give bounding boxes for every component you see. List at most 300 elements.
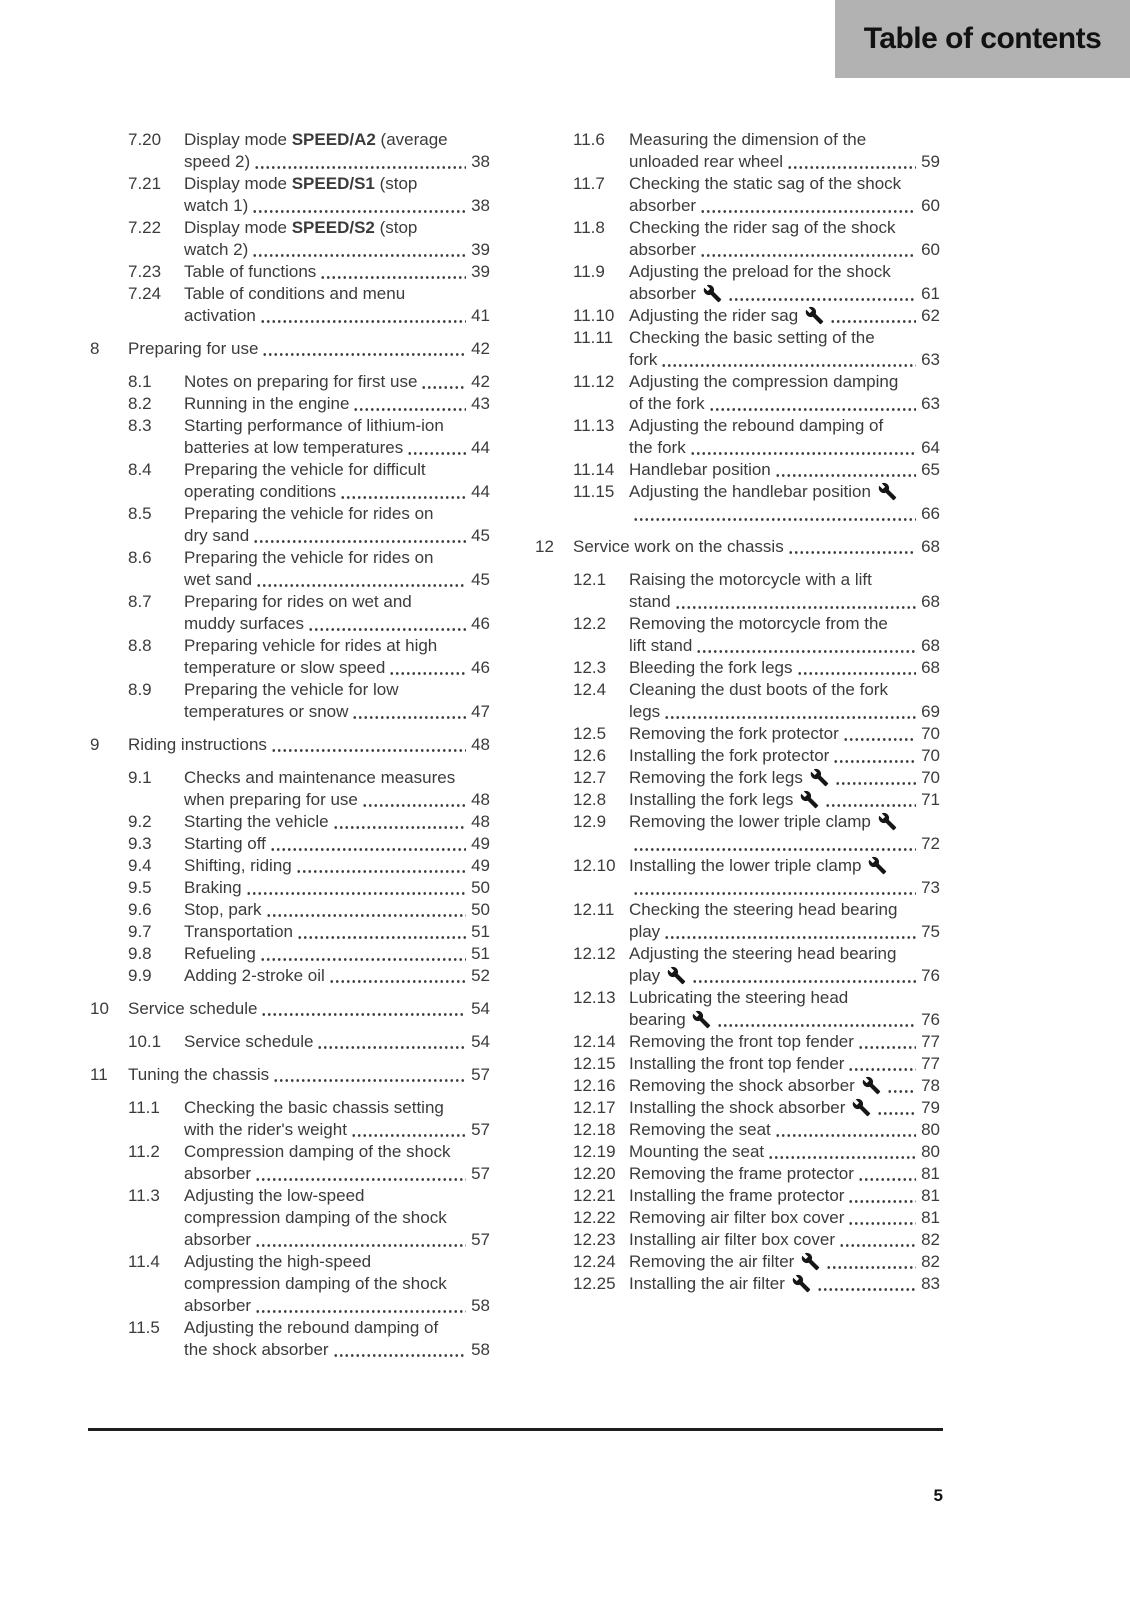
toc-entry-title: speed 2) (184, 152, 251, 171)
dot-leader (252, 209, 466, 214)
toc-entry-number: 7.22 (128, 218, 162, 237)
toc-entry-title: Installing the fork protector (629, 746, 830, 765)
toc-entry-title: Adjusting the rider sag (629, 305, 826, 327)
toc-entry-title: Removing the seat (629, 1120, 771, 1139)
toc-entry-title: Checking the basic setting of the (629, 328, 875, 347)
dot-leader (353, 407, 466, 412)
toc-entry-number: 11.2 (128, 1142, 160, 1161)
toc-entry-number: 12.9 (573, 812, 607, 831)
toc-entry-number: 11.14 (573, 460, 615, 479)
toc-entry-number: 8.6 (128, 548, 152, 567)
dot-leader (260, 319, 466, 324)
toc-entry[interactable] (535, 1119, 940, 1141)
toc-entry[interactable] (535, 1207, 940, 1229)
toc-entry-page: 47 (471, 702, 490, 721)
toc-entry[interactable] (90, 591, 490, 635)
dot-leader (633, 517, 916, 522)
toc-entry-page: 69 (921, 702, 940, 721)
toc-entry-page: 48 (471, 790, 490, 809)
toc-entry-body (184, 921, 490, 943)
dot-leader (253, 539, 466, 544)
dot-leader (775, 473, 916, 478)
toc-entry[interactable] (535, 855, 940, 899)
toc-entry-title: dry sand (184, 526, 250, 545)
toc-entry-body (629, 305, 940, 327)
dot-leader (788, 550, 916, 555)
toc-entry-body (184, 217, 490, 261)
toc-entry-page: 52 (471, 966, 490, 985)
toc-entry[interactable] (535, 305, 940, 327)
dot-leader (787, 165, 916, 170)
toc-entry-title: Checking the basic chassis setting (184, 1098, 444, 1117)
toc-entry-page: 68 (921, 537, 940, 556)
toc-entry[interactable] (535, 327, 940, 371)
toc-entry[interactable] (535, 261, 940, 305)
toc-entry[interactable] (535, 899, 940, 943)
toc-entry[interactable] (535, 173, 940, 217)
dot-leader (675, 605, 916, 610)
dot-leader (797, 671, 917, 676)
toc-entry-number: 11.1 (128, 1098, 160, 1117)
toc-entry[interactable] (90, 635, 490, 679)
toc-entry-body (629, 1053, 940, 1075)
toc-entry-title: Adjusting the handlebar position (629, 482, 899, 501)
toc-entry-number: 11.12 (573, 372, 615, 391)
toc-entry-title: Installing air filter box cover (629, 1230, 835, 1249)
toc-entry[interactable] (90, 734, 490, 756)
page-number: 5 (933, 1486, 943, 1505)
toc-entry[interactable] (535, 1251, 940, 1273)
toc-entry-number: 9.7 (128, 922, 152, 941)
toc-entry-number: 12.24 (573, 1252, 616, 1271)
toc-entry-title: Installing the air filter (629, 1273, 813, 1295)
toc-entry-body (184, 371, 490, 393)
toc-entry-body (184, 173, 490, 217)
toc-entry[interactable] (535, 481, 940, 525)
toc-entry[interactable] (90, 393, 490, 415)
toc-entry-number: 12.21 (573, 1186, 616, 1205)
toc-entry-page: 57 (471, 1164, 490, 1183)
toc-entry-title: Running in the engine (184, 394, 350, 413)
toc-entry[interactable] (535, 745, 940, 767)
toc-entry-body (629, 789, 940, 811)
toc-entry-number: 9.8 (128, 944, 152, 963)
toc-entry[interactable] (90, 1031, 490, 1053)
toc-entry-title: Removing air filter box cover (629, 1208, 845, 1227)
toc-entry-body (184, 943, 490, 965)
toc-entry-body (629, 679, 940, 723)
toc-entry[interactable] (90, 899, 490, 921)
toc-entry-body (629, 569, 940, 613)
toc-entry-page: 83 (921, 1274, 940, 1293)
toc-entry-body (184, 415, 490, 459)
toc-entry-page: 76 (921, 1010, 940, 1029)
toc-entry-body (629, 1141, 940, 1163)
toc-entry-page: 82 (921, 1252, 940, 1271)
toc-entry-body (629, 1075, 940, 1097)
dot-leader (848, 1067, 916, 1072)
toc-entry[interactable] (90, 1251, 490, 1317)
toc-entry-number: 9.5 (128, 878, 152, 897)
toc-entry-page: 38 (471, 152, 490, 171)
toc-entry-page: 61 (921, 284, 940, 303)
toc-entry[interactable] (90, 1317, 490, 1361)
toc-entry[interactable] (90, 1097, 490, 1141)
toc-entry[interactable] (90, 855, 490, 877)
toc-entry[interactable] (535, 811, 940, 855)
wrench-icon (862, 1076, 881, 1095)
toc-entry-page: 72 (921, 834, 940, 853)
toc-entry[interactable] (535, 129, 940, 173)
dot-leader (817, 1287, 916, 1292)
toc-entry-body (184, 811, 490, 833)
toc-entry-title: Tuning the chassis (128, 1065, 270, 1084)
dot-leader (329, 979, 466, 984)
toc-entry-number: 9.9 (128, 966, 152, 985)
toc-entry[interactable] (535, 415, 940, 459)
toc-entry-body (184, 591, 490, 635)
dot-leader (261, 1012, 466, 1017)
dot-leader (830, 319, 916, 324)
toc-column-right (535, 129, 940, 1361)
toc-entry-number: 7.20 (128, 130, 162, 149)
toc-entry-body (128, 338, 490, 360)
toc-entry[interactable] (90, 459, 490, 503)
toc-entry[interactable] (535, 943, 940, 987)
toc-entry-page: 66 (921, 504, 940, 523)
toc-entry-title: watch 2) (184, 240, 249, 259)
toc-entry-number: 7.23 (128, 262, 162, 281)
toc-entry-title: play (629, 922, 661, 941)
toc-entry-title: lift stand (629, 636, 693, 655)
toc-entry-number: 8.5 (128, 504, 152, 523)
page-header (835, 0, 1130, 78)
toc-entry-page: 78 (921, 1076, 940, 1095)
toc-entry[interactable] (90, 261, 490, 283)
toc-entry[interactable] (90, 129, 490, 173)
toc-entry-number: 12.19 (573, 1142, 616, 1161)
toc-entry-number: 12.17 (573, 1098, 616, 1117)
toc-entry[interactable] (535, 1141, 940, 1163)
toc-entry[interactable] (90, 679, 490, 723)
toc-entry-number: 9.1 (128, 768, 152, 787)
dot-leader (271, 748, 466, 753)
toc-entry-number: 11.9 (573, 262, 605, 281)
toc-entry-title: Installing the lower triple clamp (629, 856, 889, 875)
toc-entry-number: 12.12 (573, 944, 616, 963)
toc-entry-page: 46 (471, 614, 490, 633)
toc-entry-title: the shock absorber (184, 1340, 329, 1359)
toc-entry-body (629, 327, 940, 371)
toc-entry-number: 11.5 (128, 1318, 160, 1337)
dot-leader (255, 1309, 466, 1314)
toc-entry-body (629, 217, 940, 261)
toc-entry-number: 11.7 (573, 174, 605, 193)
toc-entry[interactable] (535, 1273, 940, 1295)
dot-leader (351, 1133, 466, 1138)
toc-entry-number: 11 (90, 1065, 108, 1084)
toc-entry-body (128, 1064, 490, 1086)
toc-entry-title: Compression damping of the shock (184, 1142, 451, 1161)
dot-leader (848, 1199, 916, 1204)
toc-entry[interactable] (90, 547, 490, 591)
toc-entry-title: Starting off (184, 834, 266, 853)
toc-entry-title: fork (629, 350, 658, 369)
toc-entry-body (629, 987, 940, 1031)
toc-entry-page: 39 (471, 240, 490, 259)
dot-leader (692, 979, 916, 984)
toc-entry-title: Installing the fork legs (629, 789, 821, 811)
toc-entry-body (629, 459, 940, 481)
toc-entry-page: 48 (471, 735, 490, 754)
toc-entry-title: Preparing the vehicle for difficult (184, 460, 426, 479)
toc-entry[interactable] (90, 921, 490, 943)
toc-entry-number: 10.1 (128, 1032, 162, 1051)
toc-entry-title: Service schedule (128, 999, 258, 1018)
toc-entry-title: unloaded rear wheel (629, 152, 784, 171)
dot-leader (362, 803, 466, 808)
toc-entry-page: 82 (921, 1230, 940, 1249)
toc-entry-body (629, 1031, 940, 1053)
toc-entry[interactable] (90, 998, 490, 1020)
toc-entry-number: 11.15 (573, 482, 615, 501)
toc-entry-page: 70 (921, 768, 940, 787)
toc-entry[interactable] (535, 1185, 940, 1207)
wrench-icon (878, 812, 897, 831)
toc-entry-title: bearing (629, 1009, 713, 1031)
dot-leader (835, 781, 916, 786)
toc-entry[interactable] (90, 1064, 490, 1086)
dot-leader (728, 297, 916, 302)
toc-entry-title: Display mode SPEED/S2 (stop (184, 218, 418, 237)
toc-entry[interactable] (535, 459, 940, 481)
toc-entry-body (184, 129, 490, 173)
toc-entry-number: 8.2 (128, 394, 152, 413)
toc-entry-title: Checking the rider sag of the shock (629, 218, 896, 237)
toc-entry[interactable] (90, 338, 490, 360)
toc-entry[interactable] (90, 833, 490, 855)
toc-entry-page: 42 (471, 339, 490, 358)
toc-entry-title: Preparing the vehicle for rides on (184, 504, 434, 523)
toc-entry-number: 12.20 (573, 1164, 616, 1183)
toc-entry[interactable] (90, 1141, 490, 1185)
toc-entry-title: Service work on the chassis (573, 537, 784, 556)
toc-entry[interactable] (90, 173, 490, 217)
toc-entry-title: Removing the shock absorber (629, 1075, 883, 1097)
toc-entry-title: Adjusting the preload for the shock (629, 262, 891, 281)
toc-entry[interactable] (535, 371, 940, 415)
toc-entry-page: 49 (471, 856, 490, 875)
toc-entry-page: 70 (921, 746, 940, 765)
toc-entry-title: operating conditions (184, 482, 337, 501)
toc-entry-page: 68 (921, 592, 940, 611)
toc-entry-body (128, 998, 490, 1020)
wrench-icon (801, 1252, 820, 1271)
toc-entry-page: 75 (921, 922, 940, 941)
toc-entry-title: Table of conditions and menu (184, 284, 406, 303)
toc-entry[interactable] (535, 1053, 940, 1075)
toc-entry-number: 12.2 (573, 614, 607, 633)
toc-entry-title: temperatures or snow (184, 702, 349, 721)
toc-entry[interactable] (535, 536, 940, 558)
toc-entry[interactable] (90, 503, 490, 547)
toc-entry-body (184, 393, 490, 415)
dot-leader (709, 407, 916, 412)
toc-entry-body (184, 503, 490, 547)
toc-entry-page: 68 (921, 658, 940, 677)
toc-entry[interactable] (90, 811, 490, 833)
toc-entry-body (184, 965, 490, 987)
toc-entry-number: 12.1 (573, 570, 607, 589)
toc-entry[interactable] (90, 767, 490, 811)
toc-entry-body (573, 536, 940, 558)
toc-entry-body (184, 459, 490, 503)
toc-entry-page: 80 (921, 1142, 940, 1161)
toc-entry-page: 58 (471, 1340, 490, 1359)
toc-entry-title: Service schedule (184, 1032, 314, 1051)
dot-leader (858, 1177, 916, 1182)
toc-entry-number: 12.18 (573, 1120, 616, 1139)
toc-entry-title: Checking the steering head bearing (629, 900, 898, 919)
dot-leader (717, 1023, 916, 1028)
toc-entry-page: 70 (921, 724, 940, 743)
toc-entry-number: 12.15 (573, 1054, 616, 1073)
toc-entry-title: Transportation (184, 922, 293, 941)
toc-entry-title: absorber (629, 240, 697, 259)
toc-entry[interactable] (535, 767, 940, 789)
toc-entry-title: wet sand (184, 570, 253, 589)
toc-entry-body (629, 899, 940, 943)
toc-entry-number: 12.14 (573, 1032, 616, 1051)
toc-entry-number: 12.3 (573, 658, 607, 677)
toc-entry-body (629, 415, 940, 459)
toc-entry-page: 63 (921, 394, 940, 413)
toc-entry-page: 62 (921, 306, 940, 325)
toc-entry[interactable] (535, 613, 940, 657)
dot-leader (317, 1045, 466, 1050)
toc-entry-title: Adjusting the low-speed (184, 1186, 365, 1205)
dot-leader (775, 1133, 916, 1138)
toc-entry[interactable] (90, 371, 490, 393)
toc-entry[interactable] (535, 789, 940, 811)
toc-entry-title: Adjusting the rebound damping of (184, 1318, 439, 1337)
toc-entry[interactable] (90, 415, 490, 459)
dot-leader (690, 451, 916, 456)
dot-leader (260, 957, 466, 962)
toc-entry-page: 39 (471, 262, 490, 281)
toc-entry[interactable] (535, 1229, 940, 1251)
toc-entry-body (629, 613, 940, 657)
toc-entry-title: with the rider's weight (184, 1120, 347, 1139)
toc-entry-page: 51 (471, 944, 490, 963)
toc-entry[interactable] (535, 1031, 940, 1053)
toc-entry-page: 43 (471, 394, 490, 413)
dot-leader (352, 715, 466, 720)
wrench-icon (792, 1274, 811, 1293)
toc-entry[interactable] (535, 987, 940, 1031)
toc-entry-number: 11.10 (573, 306, 615, 325)
dot-leader (700, 253, 916, 258)
toc-entry[interactable] (535, 679, 940, 723)
toc-entry-page: 57 (471, 1120, 490, 1139)
toc-entry-title: Preparing the vehicle for low (184, 680, 399, 699)
toc-entry-page: 57 (471, 1065, 490, 1084)
toc-entry-body (184, 261, 490, 283)
toc-entry-body (629, 745, 940, 767)
toc-entry[interactable] (90, 283, 490, 327)
toc-entry-page: 42 (471, 372, 490, 391)
toc-entry[interactable] (90, 877, 490, 899)
toc-entry-body (184, 1031, 490, 1053)
toc-entry[interactable] (90, 965, 490, 987)
toc-entry-title: watch 1) (184, 196, 249, 215)
toc-entry-page: 81 (921, 1164, 940, 1183)
dot-leader (320, 275, 466, 280)
toc-entry-number: 8.4 (128, 460, 152, 479)
toc-entry-title: absorber (629, 283, 724, 305)
toc-entry-title: Removing the front top fender (629, 1032, 854, 1051)
toc-entry[interactable] (535, 569, 940, 613)
toc-entry[interactable] (535, 1075, 940, 1097)
toc-entry[interactable] (535, 217, 940, 261)
toc-entry-title: Cleaning the dust boots of the fork (629, 680, 888, 699)
toc-entry-number: 9.3 (128, 834, 152, 853)
toc-entry-number: 12.6 (573, 746, 607, 765)
wrench-icon (667, 966, 686, 985)
dot-leader (389, 671, 466, 676)
dot-leader (262, 352, 466, 357)
toc-entry[interactable] (535, 1163, 940, 1185)
toc-entry[interactable] (90, 217, 490, 261)
toc-entry-body (184, 1317, 490, 1361)
toc-entry-title: stand (629, 592, 671, 611)
toc-entry-title: Shifting, riding (184, 856, 292, 875)
toc-entry-page: 80 (921, 1120, 940, 1139)
toc-entry[interactable] (90, 1185, 490, 1251)
toc-entry[interactable] (535, 723, 940, 745)
toc-entry-number: 8 (90, 339, 100, 358)
toc-entry-body (184, 855, 490, 877)
dot-leader (633, 891, 916, 896)
wrench-icon (800, 790, 819, 809)
toc-column-left (90, 129, 490, 1361)
footer-divider (88, 1428, 943, 1431)
toc-entry-page: 63 (921, 350, 940, 369)
toc-entry[interactable] (535, 1097, 940, 1119)
toc-entry-title: Table of functions (184, 262, 317, 281)
toc-entry-number: 11.8 (573, 218, 605, 237)
toc-entry-body (629, 129, 940, 173)
wrench-icon (692, 1010, 711, 1029)
toc-entry-body (184, 833, 490, 855)
toc-entry-body (629, 767, 940, 789)
toc-entry-title: temperature or slow speed (184, 658, 386, 677)
toc-entry-number: 7.24 (128, 284, 162, 303)
toc-entry-number: 9.2 (128, 812, 152, 831)
toc-entry-page: 60 (921, 196, 940, 215)
toc-entry[interactable] (90, 943, 490, 965)
toc-entry-page: 50 (471, 900, 490, 919)
toc-entry-page: 60 (921, 240, 940, 259)
toc-entry-title: Checks and maintenance measures (184, 768, 456, 787)
table-of-contents (90, 129, 940, 1361)
dot-leader (421, 385, 466, 390)
toc-entry-title: Measuring the dimension of the (629, 130, 867, 149)
toc-entry-page: 76 (921, 966, 940, 985)
toc-entry-title: Removing the lower triple clamp (629, 812, 899, 831)
toc-entry-title: Riding instructions (128, 735, 267, 754)
toc-entry[interactable] (535, 657, 940, 679)
